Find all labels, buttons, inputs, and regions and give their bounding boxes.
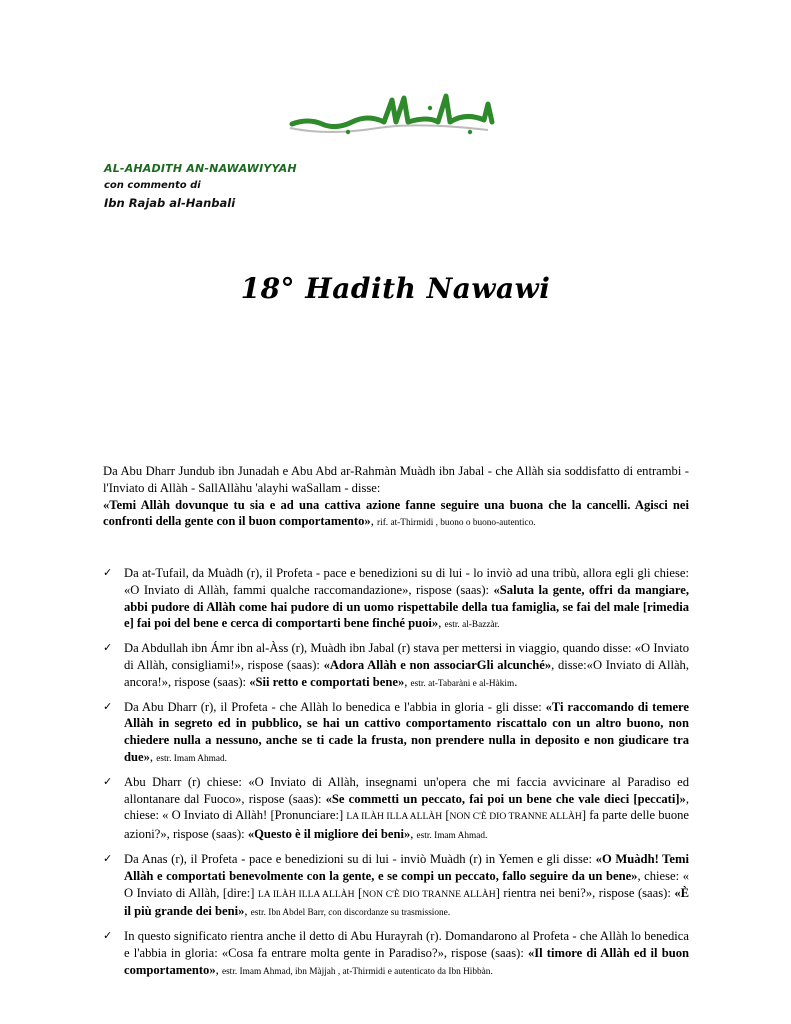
list-item xyxy=(103,928,689,980)
list-item xyxy=(103,699,689,768)
checkmark-icon: ✓ xyxy=(103,699,113,713)
hadith-ref: , xyxy=(370,514,378,529)
list-item xyxy=(103,774,689,845)
text-segment: , xyxy=(410,827,417,842)
text-segment: Abu Dharr (r) chiese: «O Inviato di Allàh, insegnami un'opera che mi faccia avvicinare al Paradiso ed allontanare dal Fuoco», rispose (saas): xyxy=(124,774,689,806)
commentary-label: con commento di xyxy=(104,180,201,191)
hadith-intro xyxy=(103,463,689,532)
collection-header xyxy=(104,162,297,210)
text-segment: , xyxy=(149,749,157,764)
checkmark-icon: ✓ xyxy=(103,929,113,943)
text-segment: . xyxy=(514,674,518,689)
text-segment: , xyxy=(438,616,445,631)
text-segment: , chiese: « O Inviato di Allàh! [Pronunciare:] xyxy=(124,791,689,823)
text-segment: [ xyxy=(354,885,363,900)
text-segment: estr. Imam Ahmad. xyxy=(156,753,227,764)
text-segment: LA ILÀH ILLA ALLÀH xyxy=(346,811,443,823)
text-segment: estr. al-Bazzàr. xyxy=(444,620,500,631)
text-segment: Da Abu Dharr (r), il Profeta - che Allàh lo benedica e l'abbia in gloria - gli disse: xyxy=(124,699,546,714)
text-segment: , xyxy=(244,904,251,919)
list-item xyxy=(103,640,689,692)
hadith-text: «Temi Allàh dovunque tu sia e ad una cattiva azione fanne seguire una buona che la cancelli. Agisci nei confronti della gente con il buon comportamento» xyxy=(103,497,689,529)
text-segment: Da Abdullah ibn Ámr ibn al-Àss (r), Muàdh ibn Jabal (r) stava per mettersi in viaggio, quando disse: «O Inviato di Allàh, consigliami!», rispose (saas): xyxy=(124,641,689,672)
basmala-calligraphy xyxy=(288,92,500,140)
text-segment: , xyxy=(404,674,411,689)
text-segment: «O Muàdh! Temi Allàh e comportati benevolmente con la gente, e se compi un peccato, fallo seguire da un bene» xyxy=(124,851,689,883)
text-segment: [ xyxy=(442,808,450,823)
isnad-text: Da Abu Dharr Jundub ibn Junadah e Abu Abd ar-Rahmàn Muàdh ibn Jabal - che Allàh sia soddisfatto di entrambi - l'Inviato di Allàh - SallAllàhu 'alayhi waSallam - disse: xyxy=(103,464,689,495)
text-segment: «Adora Allàh e non associarGli alcunché» xyxy=(323,657,552,672)
text-segment: «Ti raccomando di temere Allàh in segreto ed in pubblico, se hai un cattivo comportamento riscattalo con un altro buono, non chiedere nulla a nessuno, anche se ti cade la frusta, non prendere nulla in deposito e non giudicare tra due» xyxy=(124,699,689,764)
text-segment: , xyxy=(215,962,222,977)
text-segment: , disse:«O Inviato di Allàh, ancora!», rispose (saas): xyxy=(124,657,689,689)
text-segment: NON C'È DIO TRANNE ALLÀH xyxy=(362,888,496,900)
text-segment: «Se commetti un peccato, fai poi un bene che vale dieci [peccati]» xyxy=(325,791,686,806)
text-segment: «Saluta la gente, offri da mangiare, abbi pudore di Allàh come hai pudore di un uomo rispettabile della tua famiglia, se fai del male [rimedia e] fai poi del bene e cerca di comportarti bene finché puoi» xyxy=(124,582,689,631)
checkmark-icon: ✓ xyxy=(103,774,113,788)
text-segment: «È il più grande dei beni» xyxy=(124,885,690,919)
text-segment: LA ILÀH ILLA ALLÀH xyxy=(257,888,355,900)
text-segment: estr. Imam Ahmad. xyxy=(416,831,488,842)
text-segment: estr. Imam Ahmad, ibn Màjjah , at-Thirmidi e autenticato da Ibn Hibbàn. xyxy=(221,966,493,977)
hadith-source: rif. at-Thirmidi , buono o buono-autentico. xyxy=(377,518,536,529)
text-segment: NON C'È DIO TRANNE ALLÀH xyxy=(449,811,582,823)
text-segment: Da at-Tufail, da Muàdh (r), il Profeta - pace e benedizioni su di lui - lo inviò ad una tribù, allora egli gli chiese: «O Inviato di Allàh, fammi qualche raccomandazione», rispose (saas): xyxy=(124,566,689,597)
commentary-author: Ibn Rajab al-Hanbali xyxy=(104,196,236,210)
checkmark-icon: ✓ xyxy=(103,566,113,579)
collection-title: AL-AHADITH AN-NAWAWIYYAH xyxy=(104,162,297,175)
text-segment: , chiese: « O Inviato di Allàh, [dire:] xyxy=(124,868,689,900)
list-item xyxy=(103,851,689,922)
checkmark-icon: ✓ xyxy=(103,851,113,865)
related-narrations-list xyxy=(103,565,689,987)
list-item xyxy=(103,565,689,634)
text-segment: ] fa parte delle buone azioni?», rispose (saas): xyxy=(124,808,690,842)
text-segment: «Sii retto e comportati bene» xyxy=(249,674,405,689)
text-segment: «Il timore di Allàh ed il buon comportamento» xyxy=(124,945,690,977)
page-title: 18° Hadith Nawawi xyxy=(240,272,551,305)
text-segment: ] rientra nei beni?», rispose (saas): xyxy=(495,885,675,900)
text-segment: estr. at-Tabaràni e al-Hàkim xyxy=(410,678,515,689)
text-segment: estr. Ibn Abdel Barr, con discordanze su trasmissione. xyxy=(250,908,451,919)
text-segment: «Questo è il migliore dei beni» xyxy=(247,827,411,842)
checkmark-icon: ✓ xyxy=(103,641,113,655)
text-segment: In questo significato rientra anche il detto di Abu Hurayrah (r). Domandarono al Profeta - che Allàh lo benedica e l'abbia in gloria: «Cosa fa entrare molta gente in Paradiso?», rispose (saas): xyxy=(124,929,689,960)
text-segment: Da Anas (r), il Profeta - pace e benedizioni su di lui - inviò Muàdh (r) in Yemen e gli disse: xyxy=(124,851,596,866)
